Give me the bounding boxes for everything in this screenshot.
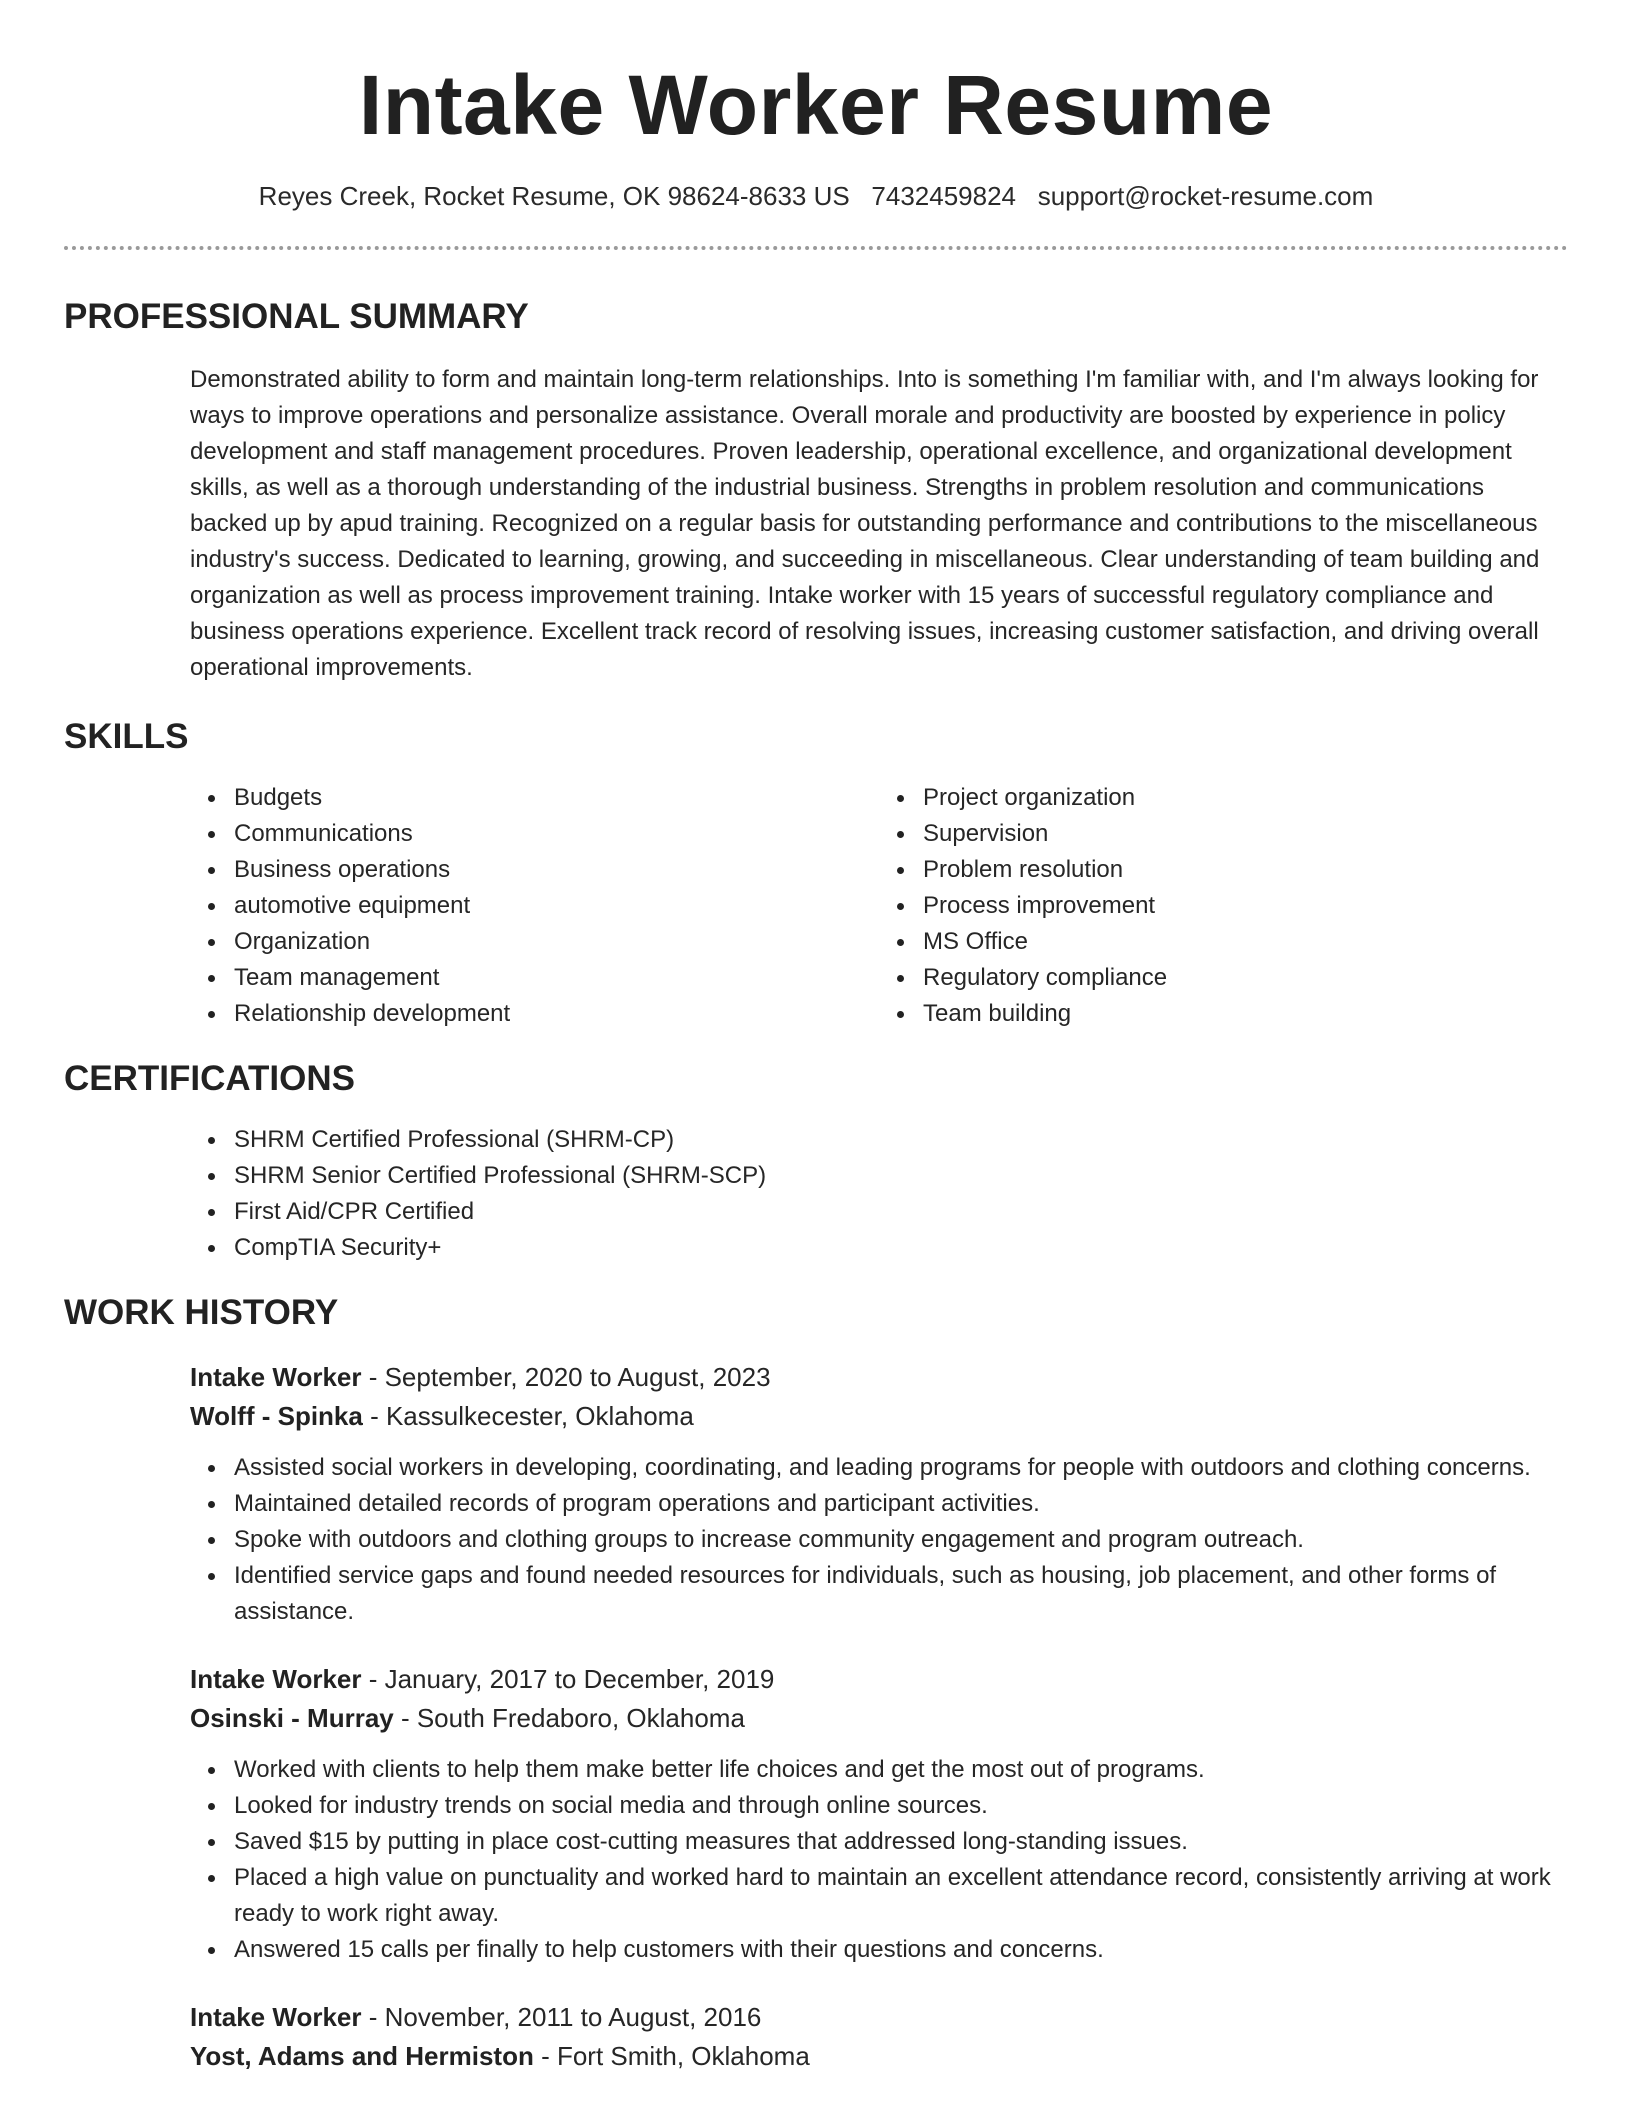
job-company-line: [190, 1397, 1568, 1436]
job-role: Intake Worker: [190, 1362, 362, 1392]
certifications-heading: CERTIFICATIONS: [64, 1059, 356, 1098]
skill-item: Process improvement: [923, 888, 1568, 924]
skill-item: automotive equipment: [234, 888, 879, 924]
job-title-line: [190, 1660, 1568, 1699]
skill-item: Problem resolution: [923, 852, 1568, 888]
skill-item: Team building: [923, 996, 1568, 1032]
skill-item: Project organization: [923, 780, 1568, 816]
resume-title: Intake Worker Resume: [358, 58, 1274, 152]
certification-item: CompTIA Security+: [234, 1230, 1568, 1266]
certification-item: SHRM Senior Certified Professional (SHRM-SCP): [234, 1158, 1568, 1194]
job-role: Intake Worker: [190, 2002, 362, 2032]
skills-left-column: [190, 780, 879, 1032]
contact-phone: 7432459824: [871, 181, 1017, 211]
certification-item: SHRM Certified Professional (SHRM-CP): [234, 1122, 1568, 1158]
summary-text: Demonstrated ability to form and maintain long-term relationships. Into is something I'm familiar with, and I'm always looking for ways to improve operations and personalize assistance. Overall morale and productivity are boosted by experience in policy development and staff management procedures. Proven leadership, operational excellence, and organizational development skills, as well as a thorough understanding of the industrial business. Strengths in problem resolution and communications backed up by apud training. Recognized on a regular basis for outstanding performance and contributions to the miscellaneous industry's success. Dedicated to learning, growing, and succeeding in miscellaneous. Clear understanding of team building and organization as well as process improvement training. Intake worker with 15 years of successful regulatory compliance and business operations experience. Excellent track record of resolving issues, increasing customer satisfaction, and driving overall operational improvements.: [190, 366, 1540, 681]
contact-address: Reyes Creek, Rocket Resume, OK 98624-8633 US: [258, 181, 850, 211]
job-duty: Looked for industry trends on social media and through online sources.: [234, 1788, 1568, 1824]
job-duty: Answered 15 calls per finally to help customers with their questions and concerns.: [234, 1932, 1568, 1968]
job-location: - South Fredaboro, Oklahoma: [393, 1703, 745, 1733]
job-entry: [190, 1358, 1568, 1630]
job-company-line: [190, 2037, 1568, 2076]
skill-item: Regulatory compliance: [923, 960, 1568, 996]
summary-heading: PROFESSIONAL SUMMARY: [64, 297, 529, 336]
job-entry: [190, 1660, 1568, 1968]
contact-line: [64, 180, 1568, 212]
skill-item: Business operations: [234, 852, 879, 888]
skill-item: Communications: [234, 816, 879, 852]
job-company: Yost, Adams and Hermiston: [190, 2041, 534, 2071]
job-company-line: [190, 1699, 1568, 1738]
job-duties: [190, 1450, 1568, 1630]
job-company: Wolff - Spinka: [190, 1401, 363, 1431]
certifications-list: [190, 1122, 1568, 1266]
skill-item: Organization: [234, 924, 879, 960]
job-company: Osinski - Murray: [190, 1703, 394, 1733]
resume-page: [64, 0, 1568, 2076]
work-history-heading: WORK HISTORY: [64, 1293, 339, 1332]
job-location: - Fort Smith, Oklahoma: [533, 2041, 810, 2071]
skill-item: Budgets: [234, 780, 879, 816]
skill-item: Relationship development: [234, 996, 879, 1032]
job-duty: Identified service gaps and found needed resources for individuals, such as housing, job placement, and other forms of assistance.: [234, 1558, 1568, 1630]
job-role: Intake Worker: [190, 1664, 362, 1694]
certification-item: First Aid/CPR Certified: [234, 1194, 1568, 1230]
skill-item: Supervision: [923, 816, 1568, 852]
job-location: - Kassulkecester, Oklahoma: [362, 1401, 694, 1431]
job-dates: - January, 2017 to December, 2019: [361, 1664, 775, 1694]
header-divider: [64, 246, 1568, 250]
job-dates: - November, 2011 to August, 2016: [361, 2002, 762, 2032]
skills-heading: SKILLS: [64, 717, 189, 756]
job-entry: [190, 1998, 1568, 2076]
job-duty: Maintained detailed records of program operations and participant activities.: [234, 1486, 1568, 1522]
contact-email[interactable]: support@rocket-resume.com: [1037, 181, 1374, 211]
skills-grid: [190, 780, 1568, 1032]
job-duty: Placed a high value on punctuality and worked hard to maintain an excellent attendance record, consistently arriving at work ready to work right away.: [234, 1860, 1568, 1932]
job-duty: Saved $15 by putting in place cost-cutting measures that addressed long-standing issues.: [234, 1824, 1568, 1860]
job-dates: - September, 2020 to August, 2023: [361, 1362, 771, 1392]
job-title-line: [190, 1998, 1568, 2037]
skill-item: MS Office: [923, 924, 1568, 960]
skills-right-column: [879, 780, 1568, 1032]
job-title-line: [190, 1358, 1568, 1397]
job-duty: Spoke with outdoors and clothing groups to increase community engagement and program outreach.: [234, 1522, 1568, 1558]
job-duty: Assisted social workers in developing, coordinating, and leading programs for people with outdoors and clothing concerns.: [234, 1450, 1568, 1486]
job-duty: Worked with clients to help them make better life choices and get the most out of programs.: [234, 1752, 1568, 1788]
skill-item: Team management: [234, 960, 879, 996]
job-duties: [190, 1752, 1568, 1968]
